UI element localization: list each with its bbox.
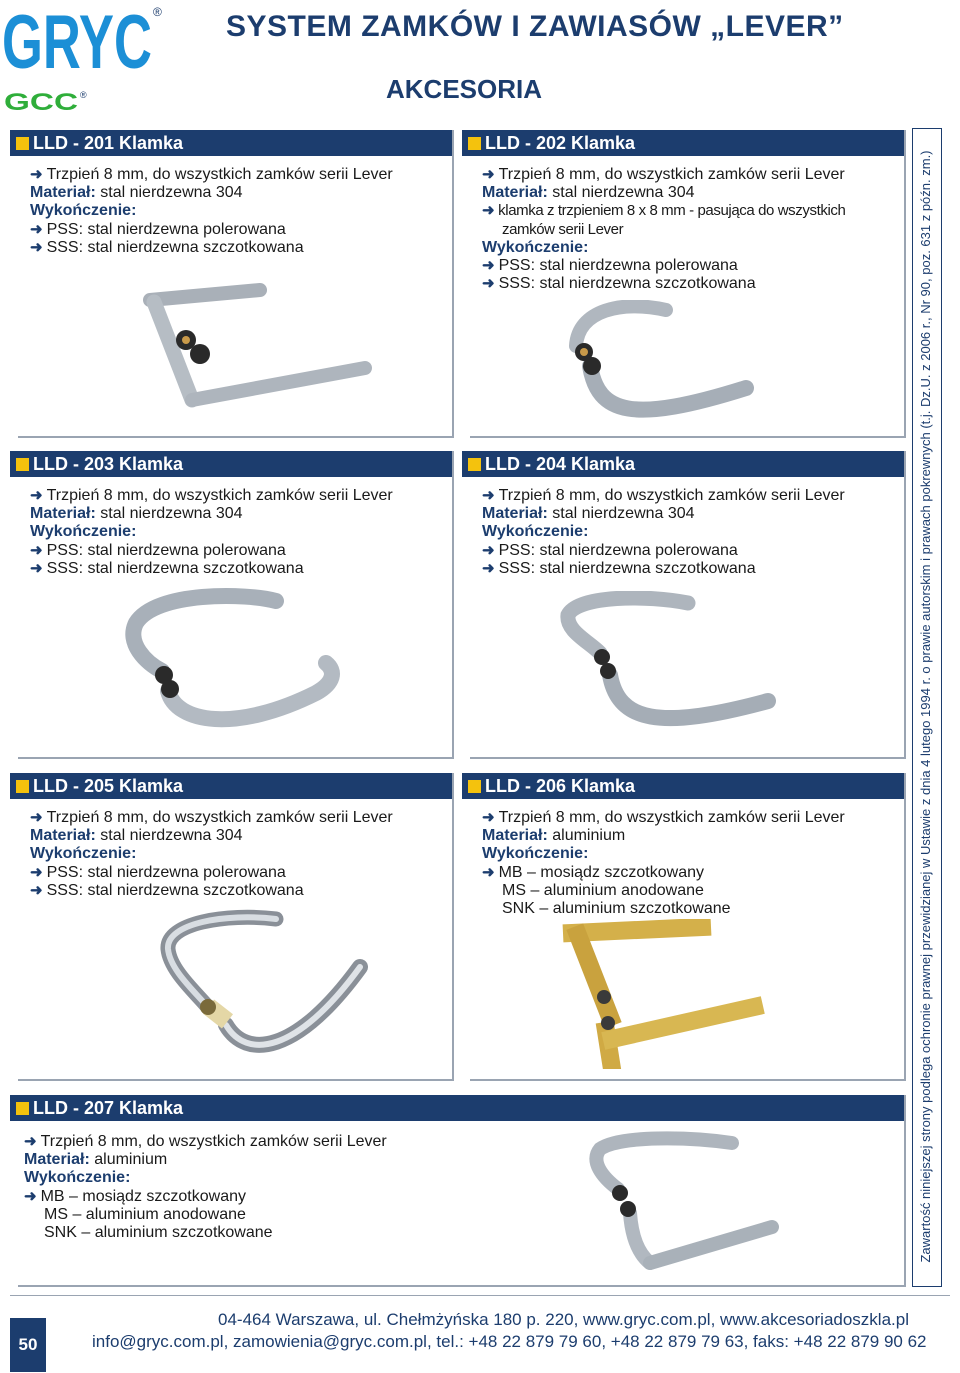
handle-lld-207-image [580,1131,790,1281]
finish-label: Wykończenie: [24,1169,131,1187]
material-label: Materiał: [482,184,548,202]
bullet-square-icon [468,458,481,471]
product-header [10,773,454,799]
product-lld-201 [10,130,454,438]
copyright-note: Zawartość niniejszej strony podlega ochronie prawnej przewidzianej w Ustawie z dnia 4 lutego 1994 r. o prawie autorskim i prawach pokrewnych (t.j. Dz.U. z 2006 r., Nr 90, poz. 631 z późn. zm.) [918,150,933,1263]
material-label: Materiał: [30,505,96,523]
gcc-logo-text: GCC [4,89,78,114]
bullet-square-icon [16,1102,29,1115]
product-title: LLD - 201 Klamka [33,133,184,153]
spec-finish-1: MB – mosiądz szczotkowany [40,1187,246,1205]
spec-spindle: Trzpień 8 mm, do wszystkich zamków serii Lever [498,166,845,183]
material-label: Materiał: [30,827,96,845]
arrow-right-icon: ➜ [482,541,495,559]
bullet-square-icon [468,137,481,150]
frame-right [452,451,454,759]
finish-label: Wykończenie: [482,238,589,256]
spec-finish-3: SNK – aluminium szczotkowane [44,1224,273,1242]
arrow-right-icon: ➜ [482,487,495,504]
spec-spindle: Trzpień 8 mm, do wszystkich zamków serii Lever [498,809,845,826]
spec-spindle: Trzpień 8 mm, do wszystkich zamków serii Lever [40,1133,387,1150]
frame-right [904,130,906,438]
bullet-square-icon [16,458,29,471]
spec-spindle: Trzpień 8 mm, do wszystkich zamków serii Lever [498,487,845,504]
page-title: SYSTEM ZAMKÓW I ZAWIASÓW „LEVER” [226,10,844,43]
arrow-right-icon: ➜ [30,220,43,238]
frame-bottom [18,1285,906,1287]
arrow-right-icon: ➜ [482,202,495,220]
handle-lld-203-image [116,583,346,743]
arrow-right-icon: ➜ [30,238,43,256]
product-header [462,130,906,156]
spec-finish-1: PSS: stal nierdzewna polerowana [498,257,738,275]
spec-material: stal nierdzewna 304 [552,184,695,202]
product-title: LLD - 202 Klamka [485,133,636,153]
page-subtitle: AKCESORIA [386,74,543,104]
spec-extra: klamka z trzpieniem 8 x 8 mm - pasująca do wszystkich zamków serii Lever [498,202,846,238]
product-header [462,451,906,477]
material-label: Materiał: [30,184,96,202]
arrow-right-icon: ➜ [30,863,43,881]
footer-divider [10,1295,950,1296]
spec-spindle: Trzpień 8 mm, do wszystkich zamków serii Lever [46,487,393,504]
arrow-right-icon: ➜ [482,809,495,826]
arrow-right-icon: ➜ [30,166,43,183]
spec-material: aluminium [552,827,626,845]
page-number: 50 [10,1318,46,1372]
product-lld-205 [10,773,454,1081]
spec-material: stal nierdzewna 304 [100,184,243,202]
spec-finish-1: PSS: stal nierdzewna polerowana [46,541,286,559]
gryc-logo-text: GRYC [2,2,152,74]
frame-right [452,773,454,1081]
handle-lld-201-image [140,280,380,430]
finish-label: Wykończenie: [30,523,137,541]
arrow-right-icon: ➜ [24,1187,37,1205]
frame-right [904,1095,906,1287]
product-lld-207 [10,1095,906,1287]
bullet-square-icon [16,137,29,150]
product-title: LLD - 205 Klamka [33,776,184,796]
frame-bottom [18,757,454,759]
finish-label: Wykończenie: [30,202,137,220]
product-lld-206 [462,773,906,1081]
frame-bottom [18,1079,454,1081]
arrow-right-icon: ➜ [30,487,43,504]
spec-finish-2: MS – aluminium anodowane [44,1205,246,1223]
spec-material: stal nierdzewna 304 [100,827,243,845]
spec-material: stal nierdzewna 304 [552,505,695,523]
arrow-right-icon: ➜ [24,1133,37,1150]
spec-finish-2: SSS: stal nierdzewna szczotkowana [46,881,304,899]
frame-bottom [470,757,906,759]
handle-lld-205-image [156,909,376,1069]
arrow-right-icon: ➜ [482,863,495,881]
product-title: LLD - 203 Klamka [33,454,184,474]
material-label: Materiał: [24,1151,90,1169]
frame-bottom [470,436,906,438]
product-specs [10,799,454,900]
gryc-logo [2,2,162,74]
product-header [462,773,906,799]
product-specs [462,156,906,293]
arrow-right-icon: ➜ [482,257,495,275]
product-header [10,1095,906,1121]
handle-lld-202-image [562,300,762,425]
product-title: LLD - 206 Klamka [485,776,636,796]
frame-right [904,773,906,1081]
spec-finish-2: SSS: stal nierdzewna szczotkowana [498,559,756,577]
product-lld-202 [462,130,906,438]
product-title: LLD - 204 Klamka [485,454,636,474]
spec-finish-1: PSS: stal nierdzewna polerowana [46,220,286,238]
spec-finish-2: SSS: stal nierdzewna szczotkowana [46,559,304,577]
footer-contacts: info@gryc.com.pl, zamowienia@gryc.com.pl, tel.: +48 22 879 79 60, +48 22 879 79 63, faks: +48 22 879 90 62 [92,1332,927,1351]
product-title: LLD - 207 Klamka [33,1098,184,1118]
spec-finish-2: MS – aluminium anodowane [502,881,704,899]
arrow-right-icon: ➜ [482,275,495,293]
product-header [10,130,454,156]
spec-finish-1: MB – mosiądz szczotkowany [498,863,704,881]
product-header [10,451,454,477]
spec-material: aluminium [94,1151,168,1169]
spec-material: stal nierdzewna 304 [100,505,243,523]
finish-label: Wykończenie: [482,523,589,541]
arrow-right-icon: ➜ [482,166,495,183]
spec-finish-1: PSS: stal nierdzewna polerowana [498,541,738,559]
frame-bottom [470,1079,906,1081]
svg-text:®: ® [153,5,162,19]
finish-label: Wykończenie: [482,845,589,863]
spec-finish-1: PSS: stal nierdzewna polerowana [46,863,286,881]
product-lld-203 [10,451,454,759]
svg-text:®: ® [80,90,87,100]
product-specs [462,799,906,918]
spec-finish-3: SNK – aluminium szczotkowane [502,900,731,918]
arrow-right-icon: ➜ [30,541,43,559]
bullet-square-icon [468,780,481,793]
product-specs [10,477,454,578]
spec-spindle: Trzpień 8 mm, do wszystkich zamków serii Lever [46,809,393,826]
frame-right [452,130,454,438]
frame-bottom [18,436,454,438]
spec-finish-2: SSS: stal nierdzewna szczotkowana [498,275,756,293]
arrow-right-icon: ➜ [482,559,495,577]
product-specs [10,156,454,257]
frame-right [904,451,906,759]
footer-address: 04-464 Warszawa, ul. Chełmżyńska 180 p. 220, www.gryc.com.pl, www.akcesoriadoszkla.pl [218,1310,909,1329]
handle-lld-206-image [562,919,772,1069]
spec-finish-2: SSS: stal nierdzewna szczotkowana [46,238,304,256]
material-label: Materiał: [482,827,548,845]
arrow-right-icon: ➜ [30,881,43,899]
arrow-right-icon: ➜ [30,559,43,577]
handle-lld-204-image [558,591,788,741]
arrow-right-icon: ➜ [30,809,43,826]
material-label: Materiał: [482,505,548,523]
gcc-logo [4,88,94,114]
product-lld-204 [462,451,906,759]
bullet-square-icon [16,780,29,793]
spec-spindle: Trzpień 8 mm, do wszystkich zamków serii Lever [46,166,393,183]
product-specs [462,477,906,578]
finish-label: Wykończenie: [30,845,137,863]
